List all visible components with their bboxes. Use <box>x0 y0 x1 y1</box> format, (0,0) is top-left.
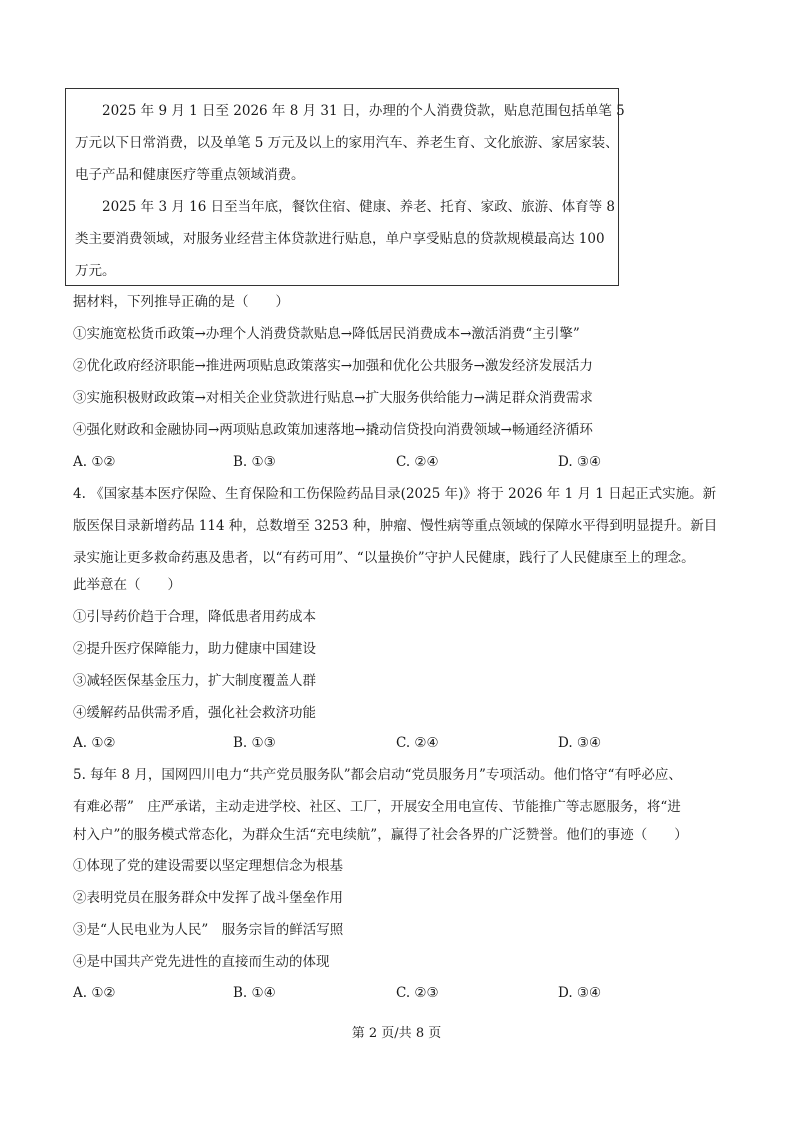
material-line: 万元。 <box>75 263 116 279</box>
q4-stem-line: 4. 《国家基本医疗保险、生育保险和工伤保险药品目录(2025 年)》将于 2026 年 1 月 1 日起正式实施。新 <box>73 486 717 502</box>
q4-statement-2: ②提升医疗保障能力，助力健康中国建设 <box>73 641 316 657</box>
q3-stem: 据材料，下列推导正确的是（ ） <box>73 294 289 310</box>
q3-statement-3: ③实施积极财政政策→对相关企业贷款进行贴息→扩大服务供给能力→满足群众消费需求 <box>73 390 593 406</box>
q5-option-d[interactable]: D. ③④ <box>558 985 602 1001</box>
page-footer: 第 2 页/共 8 页 <box>351 1026 442 1041</box>
q4-stem-line: 版医保目录新增药品 114 种，总数增至 3253 种，肿瘤、慢性病等重点领域的保障水平得到明显提升。新目 <box>73 518 718 534</box>
q4-stem-line: 此举意在（ ） <box>73 577 181 593</box>
q3-option-b[interactable]: B. ①③ <box>233 454 276 470</box>
q4-option-b[interactable]: B. ①③ <box>233 735 276 751</box>
q3-option-c[interactable]: C. ②④ <box>396 454 439 470</box>
material-line: 电子产品和健康医疗等重点领域消费。 <box>75 167 305 183</box>
q5-statement-2: ②表明党员在服务群众中发挥了战斗堡垒作用 <box>73 890 343 906</box>
material-line: 类主要消费领域，对服务业经营主体贷款进行贴息，单户享受贴息的贷款规模最高达 100 <box>75 231 605 247</box>
q4-stem-line: 录实施让更多救命药惠及患者，以“有药可用”、“以量换价”守护人民健康，践行了人民健康至上的理念。 <box>73 550 695 566</box>
q3-statement-1: ①实施宽松货币政策→办理个人消费贷款贴息→降低居民消费成本→激活消费“主引擎” <box>73 326 580 342</box>
q3-option-d[interactable]: D. ③④ <box>558 454 602 470</box>
q5-option-b[interactable]: B. ①④ <box>233 985 276 1001</box>
q4-option-d[interactable]: D. ③④ <box>558 735 602 751</box>
material-line: 万元以下日常消费，以及单笔 5 万元及以上的家用汽车、养老生育、文化旅游、家居家装、 <box>75 135 619 151</box>
q5-stem-line: 5. 每年 8 月，国网四川电力“共产党员服务队”都会启动“党员服务月”专项活动。他们恪守“有呼必应、 <box>73 767 682 783</box>
q4-option-c[interactable]: C. ②④ <box>396 735 439 751</box>
q3-option-a[interactable]: A. ①② <box>73 454 116 470</box>
q4-option-a[interactable]: A. ①② <box>73 735 116 751</box>
q4-statement-4: ④缓解药品供需矛盾，强化社会救济功能 <box>73 705 316 721</box>
q4-statement-3: ③减轻医保基金压力，扩大制度覆盖人群 <box>73 673 316 689</box>
q5-stem-line: 村入户”的服务模式常态化，为群众生活“充电续航”，赢得了社会各界的广泛赞誉。他们的事迹（ ） <box>73 827 688 843</box>
q3-statement-2: ②优化政府经济职能→推进两项贴息政策落实→加强和优化公共服务→激发经济发展活力 <box>73 358 593 374</box>
q5-statement-4: ④是中国共产党先进性的直接而生动的体现 <box>73 954 330 970</box>
material-box <box>65 88 625 286</box>
q5-statement-3: ③是“人民电业为人民” 服务宗旨的鲜活写照 <box>73 922 344 938</box>
q5-stem-line: 有难必帮” 庄严承诺，主动走进学校、社区、工厂，开展安全用电宣传、节能推广等志愿服务，将“进 <box>73 799 681 815</box>
material-line: 2025 年 9 月 1 日至 2026 年 8 月 31 日，办理的个人消费贷款，贴息范围包括单笔 5 <box>75 103 625 119</box>
q5-statement-1: ①体现了党的建设需要以坚定理想信念为根基 <box>73 858 343 874</box>
q5-option-c[interactable]: C. ②③ <box>396 985 439 1001</box>
q5-option-a[interactable]: A. ①② <box>73 985 116 1001</box>
material-line: 2025 年 3 月 16 日至当年底，餐饮住宿、健康、养老、托育、家政、旅游、体育等 8 <box>75 199 615 215</box>
q4-statement-1: ①引导药价趋于合理，降低患者用药成本 <box>73 609 316 625</box>
q3-statement-4: ④强化财政和金融协同→两项贴息政策加速落地→撬动信贷投向消费领域→畅通经济循环 <box>73 422 593 438</box>
